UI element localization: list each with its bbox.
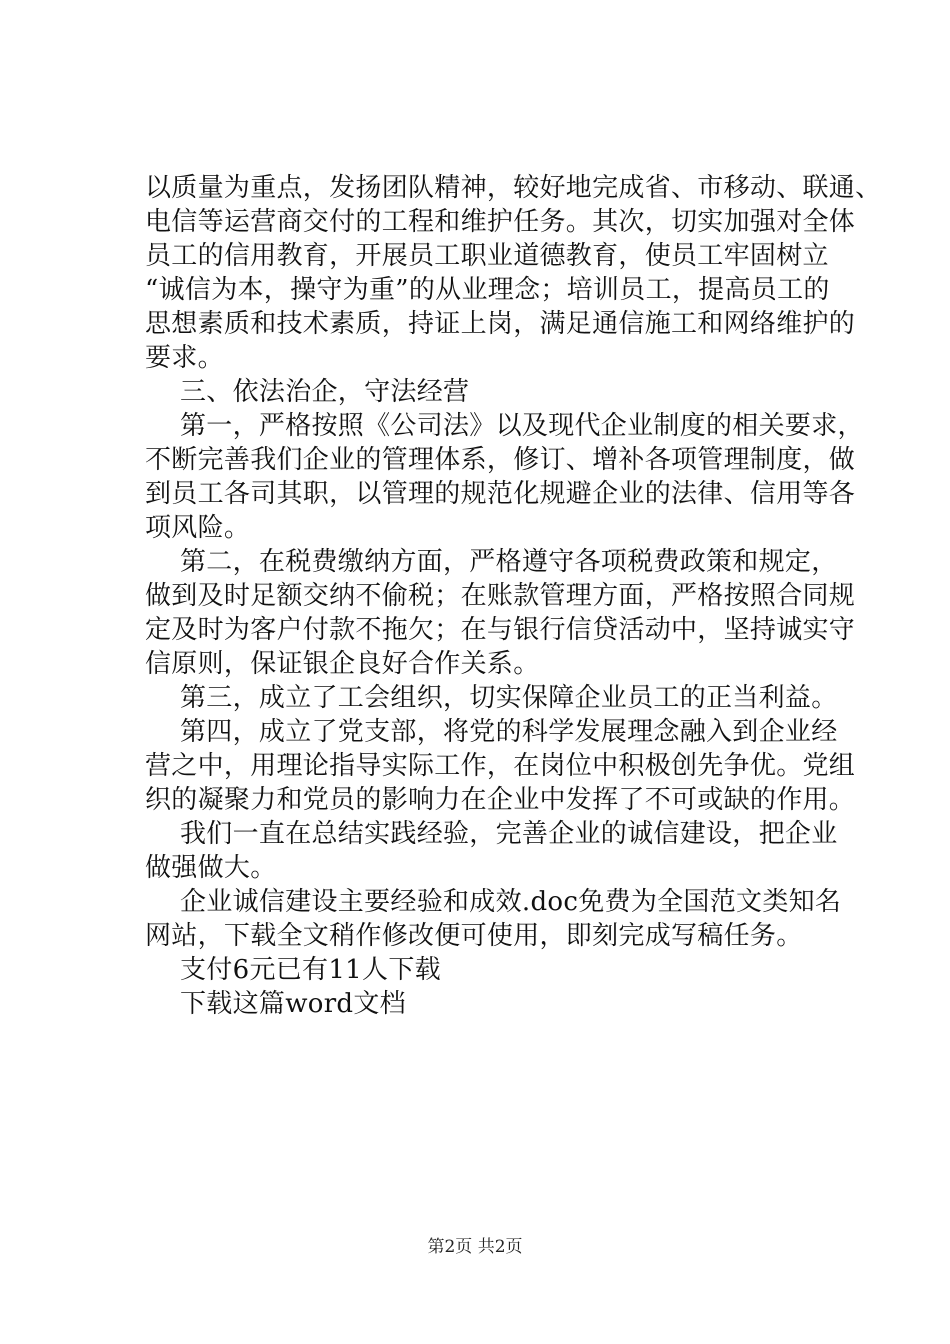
body-text-line: 营之中，用理论指导实际工作，在岗位中积极创先争优。党组 xyxy=(145,751,856,781)
page-number-footer: 第2页 共2页 xyxy=(427,1237,523,1257)
body-text-line: 项风险。 xyxy=(145,513,251,543)
body-text-line: “诚信为本，操守为重”的从业理念；培训员工，提高员工的 xyxy=(145,275,830,305)
body-text-line: 网站，下载全文稍作修改便可使用，即刻完成写稿任务。 xyxy=(145,921,803,951)
body-text-line: 做到及时足额交纳不偷税；在账款管理方面，严格按照合同规 xyxy=(145,581,856,611)
download-count-text[interactable]: 支付6元已有11人下载 xyxy=(180,955,441,985)
section-heading: 三、依法治企，守法经营 xyxy=(180,377,470,407)
body-text-line: 不断完善我们企业的管理体系，修订、增补各项管理制度，做 xyxy=(145,445,856,475)
body-text-line: 第二，在税费缴纳方面，严格遵守各项税费政策和规定， xyxy=(180,547,838,577)
download-link[interactable]: 下载这篇word文档 xyxy=(180,989,406,1019)
body-text-line: 信原则，保证银企良好合作关系。 xyxy=(145,649,540,679)
body-text-line: 到员工各司其职，以管理的规范化规避企业的法律、信用等各 xyxy=(145,479,856,509)
body-text-line: 做强做大。 xyxy=(145,853,277,883)
body-text-line: 第三，成立了工会组织，切实保障企业员工的正当利益。 xyxy=(180,683,838,713)
body-text-line: 企业诚信建设主要经验和成效.doc免费为全国范文类知名 xyxy=(180,887,842,917)
body-text-line: 第四，成立了党支部，将党的科学发展理念融入到企业经 xyxy=(180,717,838,747)
body-text-line: 第一，严格按照《公司法》以及现代企业制度的相关要求， xyxy=(180,411,864,441)
body-text-line: 思想素质和技术素质，持证上岗，满足通信施工和网络维护的 xyxy=(145,309,856,339)
body-text-line: 要求。 xyxy=(145,343,224,373)
body-text-line: 我们一直在总结实践经验，完善企业的诚信建设，把企业 xyxy=(180,819,838,849)
body-text-line: 定及时为客户付款不拖欠；在与银行信贷活动中，坚持诚实守 xyxy=(145,615,856,645)
body-text-line: 员工的信用教育，开展员工职业道德教育，使员工牢固树立 xyxy=(145,241,829,271)
body-text-line: 电信等运营商交付的工程和维护任务。其次，切实加强对全体 xyxy=(145,207,856,237)
body-text-line: 织的凝聚力和党员的影响力在企业中发挥了不可或缺的作用。 xyxy=(145,785,856,815)
body-text-line: 以质量为重点，发扬团队精神，较好地完成省、市移动、联通、 xyxy=(145,173,882,203)
